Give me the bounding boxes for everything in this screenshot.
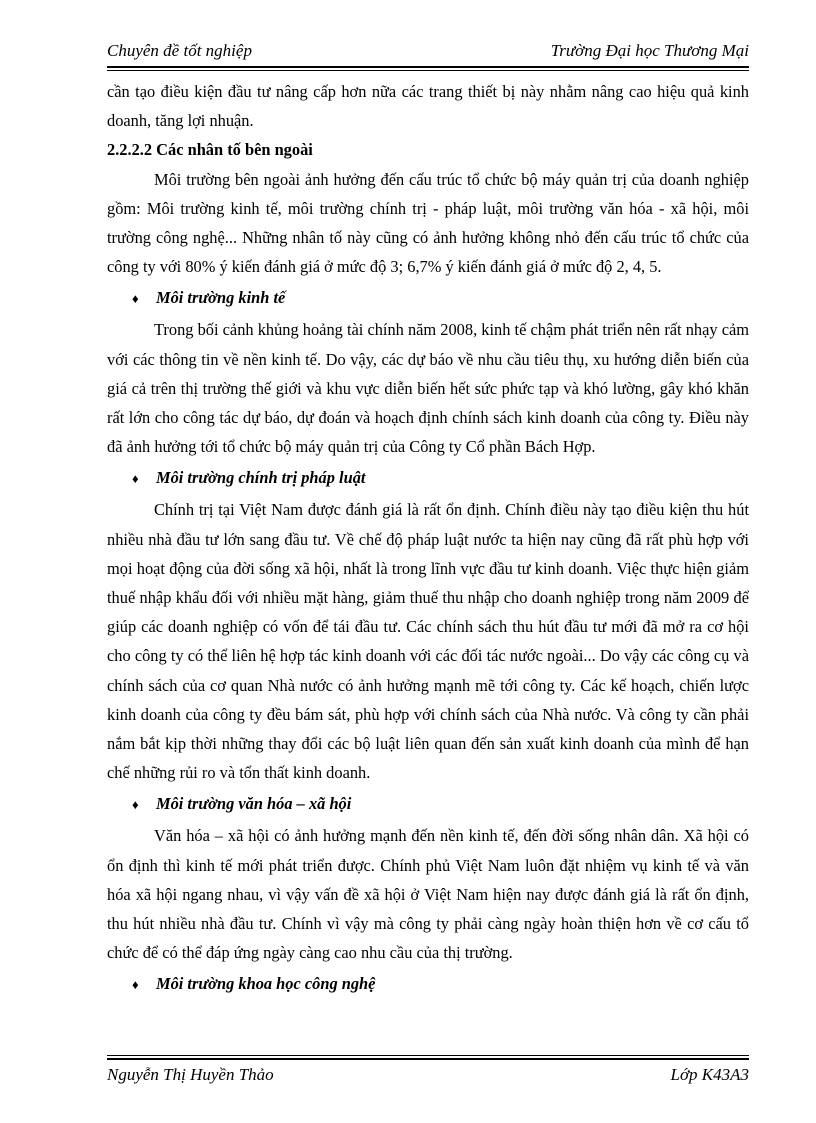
bullet-political	[107, 461, 749, 495]
document-body	[107, 77, 749, 1001]
bullet-technology	[107, 967, 749, 1001]
political-paragraph: Chính trị tại Việt Nam được đánh giá là rất ổn định. Chính điều này tạo điều kiện thu hút nhiều nhà đầu tư lớn sang đầu tư. Về chế độ pháp luật nước ta hiện nay cũng đã rất phù hợp với mọi hoạt động của đời sống xã hội, nhất là trong lĩnh vực đầu tư kinh doanh. Việc thực hiện giảm thuế nhập khẩu đối với nhiều mặt hàng, giảm thuế thu nhập cho doanh nghiệp trong năm 2009 để giúp các doanh nghiệp có vốn để tái đầu tư. Các chính sách thu hút đầu tư mới đã mở ra cơ hội cho công ty có thể liên hệ hợp tác kinh doanh với các đối tác nước ngoài... Do vậy các công cụ và chính sách của cơ quan Nhà nước có ảnh hưởng mạnh mẽ tới công ty. Các kế hoạch, chiến lược kinh doanh của công ty đều bám sát, phù hợp với chính sách của Nhà nước. Và công ty cần phải nắm bắt kịp thời những thay đổi các bộ luật liên quan đến sản xuất kinh doanh của mình để hạn chế những rủi ro và tổn thất kinh doanh.	[107, 500, 749, 783]
diamond-bullet-icon: ♦	[132, 797, 139, 813]
footer-class: Lớp K43A3	[670, 1065, 749, 1084]
bullet-economic-label: Môi trường kinh tế	[156, 288, 286, 308]
external-factors-paragraph: Môi trường bên ngoài ảnh hưởng đến cấu trúc tổ chức bộ máy quản trị của doanh nghiệp gồm: Môi trường kinh tế, môi trường chính trị - pháp luật, môi trường văn hóa - xã hội, môi trường công nghệ... Những nhân tố này cũng có ảnh hưởng không nhỏ đến cấu trúc tổ chức của công ty với 80% ý kiến đánh giá ở mức độ 3; 6,7% ý kiến đánh giá ở mức độ 2, 4, 5.	[107, 169, 749, 277]
economic-paragraph: Trong bối cảnh khủng hoảng tài chính năm 2008, kinh tế chậm phát triển nên rất nhạy cảm với các thông tin về nền kinh tế. Do vậy, các dự báo về nhu cầu tiêu thụ, xu hướng diễn biến của giá cả trên thị trường thế giới và khu vực diễn biến hết sức phức tạp và khó lường, gây khó khăn rất lớn cho công tác dự báo, dự đoán và hoạch định chính sách kinh doanh của công ty. Điều này đã ảnh hưởng tới tổ chức bộ máy quản trị của Công ty Cổ phần Bách Hợp.	[107, 320, 749, 457]
page-footer	[107, 1055, 749, 1086]
diamond-bullet-icon: ♦	[132, 977, 139, 993]
bullet-economic	[107, 281, 749, 315]
section-heading: 2.2.2.2 Các nhân tố bên ngoài	[107, 140, 313, 160]
bullet-political-label: Môi trường chính trị pháp luật	[156, 468, 366, 488]
cultural-paragraph: Văn hóa – xã hội có ảnh hưởng mạnh đến nền kinh tế, đến đời sống nhân dân. Xã hội có ổn định thì kinh tế mới phát triển được. Chính phủ Việt Nam luôn đặt nhiệm vụ kinh tế và văn hóa xã hội ngang nhau, vì vậy vấn đề xã hội ở Việt Nam hiện nay được đánh giá là rất ổn định, thu hút nhiều nhà đầu tư. Chính vì vậy mà công ty phải càng ngày hoàn thiện hơn về cơ cấu tổ chức để có thể đáp ứng ngày càng cao nhu cầu của thị trường.	[107, 826, 749, 963]
intro-paragraph: cần tạo điều kiện đầu tư nâng cấp hơn nữa các trang thiết bị này nhằm nâng cao hiệu quả kinh doanh, tăng lợi nhuận.	[107, 82, 749, 131]
header-title-left: Chuyên đề tốt nghiệp	[107, 41, 252, 60]
diamond-bullet-icon: ♦	[132, 471, 139, 487]
header-title-right: Trường Đại học Thương Mại	[550, 41, 749, 60]
diamond-bullet-icon: ♦	[132, 291, 139, 307]
bullet-cultural-label: Môi trường văn hóa – xã hội	[156, 794, 352, 814]
footer-author: Nguyễn Thị Huyền Thảo	[107, 1065, 274, 1084]
bullet-technology-label: Môi trường khoa học công nghệ	[156, 974, 376, 994]
page-header	[107, 40, 749, 68]
bullet-cultural	[107, 787, 749, 821]
